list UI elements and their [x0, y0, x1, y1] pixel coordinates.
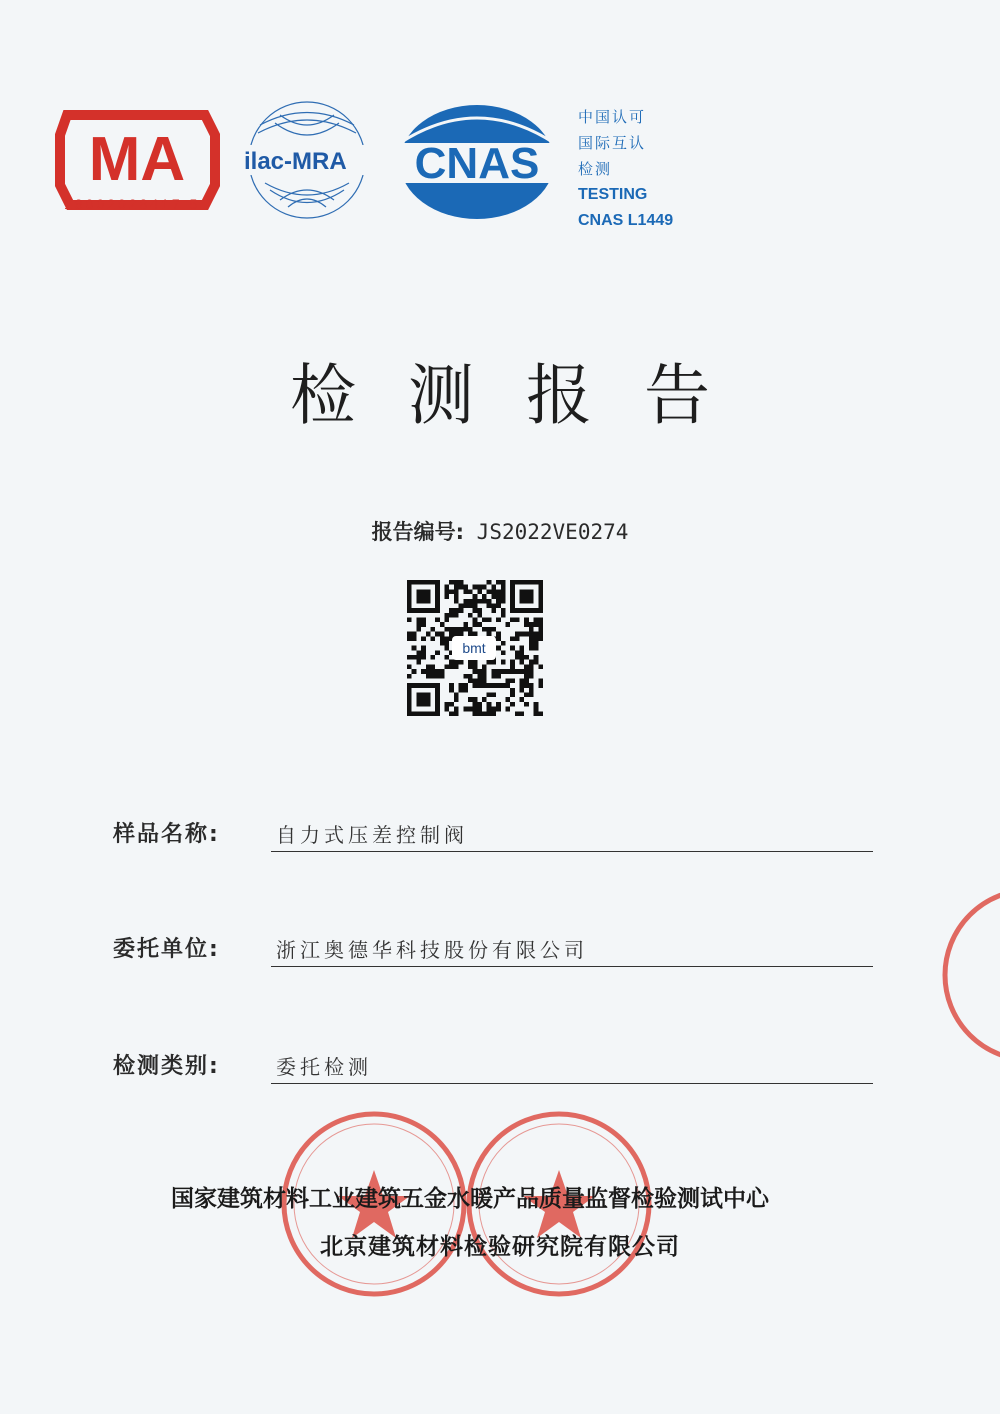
field-value: 浙江奥德华科技股份有限公司 — [276, 938, 588, 962]
cnas-line-1: 中国认可 — [578, 108, 647, 126]
qr-badge-logo: bmt — [452, 636, 496, 660]
organization-line-2: 北京建筑材料检验研究院有限公司 — [320, 1234, 680, 1260]
cnas-logo — [398, 103, 556, 221]
seal-partial-edge — [935, 885, 1000, 1065]
cnas-logo-text: CNAS — [414, 139, 540, 188]
ma-certificate-number: 18002028417 5 — [64, 196, 201, 212]
field-value: 委托检测 — [276, 1055, 372, 1079]
ilac-logo-text: ilac-MRA — [244, 148, 347, 175]
field-label: 检测类别: — [113, 1054, 220, 1079]
field-client — [113, 928, 873, 968]
cnas-line-2: 国际互认 — [578, 134, 647, 152]
field-test-category — [113, 1045, 873, 1085]
ilac-mra-logo — [240, 95, 375, 225]
report-number-label: 报告编号: — [371, 520, 465, 544]
cnas-line-5: CNAS L1449 — [578, 212, 674, 229]
cnas-line-4: TESTING — [578, 186, 648, 203]
underline — [271, 966, 873, 967]
ma-logo-text: MA — [88, 125, 186, 194]
organization-line-1: 国家建筑材料工业建筑五金水暖产品质量监督检验测试中心 — [171, 1186, 769, 1212]
cnas-line-3: 检测 — [578, 160, 613, 178]
report-number-value: JS2022VE0274 — [476, 520, 629, 544]
underline — [271, 851, 873, 852]
report-number — [0, 516, 1000, 546]
cnas-accreditation-text — [578, 104, 718, 234]
field-sample-name — [113, 813, 873, 853]
underline — [271, 1083, 873, 1084]
page-title: 检测报告 — [290, 357, 762, 434]
field-value: 自力式压差控制阀 — [276, 823, 468, 847]
field-label: 委托单位: — [113, 937, 220, 962]
field-label: 样品名称: — [113, 822, 220, 847]
